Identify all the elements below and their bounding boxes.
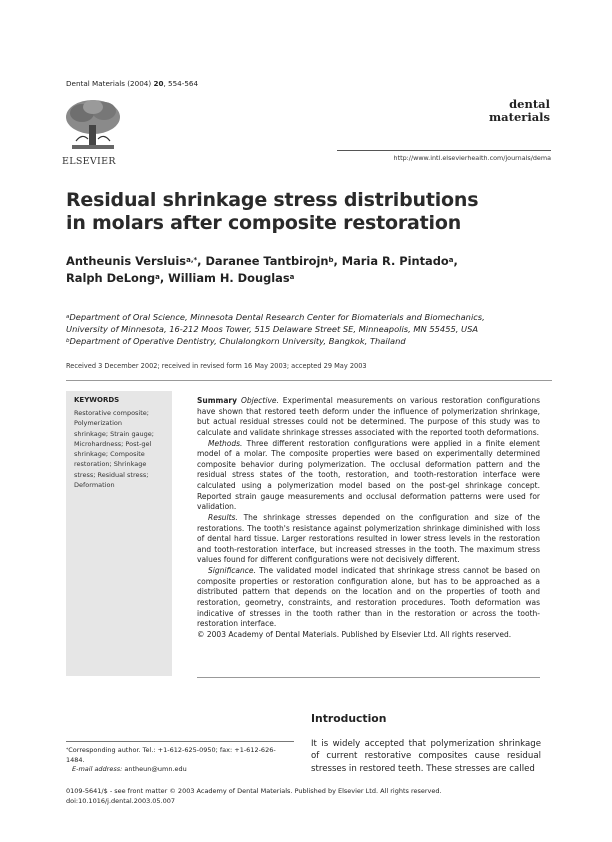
keyword-line: shrinkage; Composite (74, 450, 145, 459)
keyword-line: restoration; Shrinkage (74, 460, 147, 469)
citation-pages: , 554-564 (163, 79, 199, 88)
author-affil-mark: a (448, 256, 454, 264)
tree-icon (62, 97, 124, 151)
journal-name (440, 98, 550, 124)
doi[interactable]: doi:10.1016/j.dental.2003.05.007 (66, 796, 176, 805)
abstract-methods: Methods. Three different restoration configurations were applied in a finite element model of a molar. The composite properties were based on experimentally determined composite behavior during polymerization. The occlusal deformation pattern and the residual stress states of the tooth, restoration, and tooth-restoration interface were calculated using a polymerization model based on the post-gel shrinkage concept. Reported strain gauge measurements and occlusal deformation patterns were used for validation. (197, 438, 540, 512)
journal-name-line1: dental (509, 97, 550, 111)
author-name: Antheunis Versluis (66, 254, 187, 268)
author-affil-mark: a,* (186, 256, 198, 264)
section-heading: Introduction (311, 712, 387, 725)
affiliation-a: $^a$Department of Oral Science, Minnesota Dental Research Center for Biomaterials and Biomechanics, (66, 312, 485, 322)
citation-prefix: Dental Materials (2004) (66, 79, 152, 88)
abstract (197, 396, 540, 640)
keyword-line: shrinkage; Strain gauge; (74, 429, 154, 438)
author-name: Daranee Tantbirojn (205, 254, 329, 268)
author-line-2: Ralph DeLong$^a$, William H. Douglas$^a$ (66, 271, 295, 285)
keyword-line: Microhardness; Post-gel (74, 439, 152, 448)
affiliation-a-cont: University of Minnesota, 16-212 Moos Tower, 515 Delaware Street SE, Minneapolis, MN 55455, USA (66, 324, 479, 334)
front-matter: 0109-5641/$ - see front matter © 2003 Academy of Dental Materials. Published by Elsevier Ltd. All rights reserved. (66, 787, 442, 795)
journal-citation (66, 79, 198, 88)
abstract-copyright: © 2003 Academy of Dental Materials. Published by Elsevier Ltd. All rights reserved. (197, 629, 512, 639)
title-line-2: in molars after composite restoration (66, 212, 462, 234)
author-affil-mark: a (155, 273, 160, 281)
keyword-line: Deformation (74, 481, 115, 490)
body-text: It is widely accepted that polymerization shrinkage of current restorative composites cause residual stresses in restored teeth. These stresses are called (311, 739, 541, 774)
author-affil-mark: b (328, 256, 334, 264)
citation-volume: 20 (153, 79, 164, 88)
affiliations (66, 311, 556, 347)
publisher-name: ELSEVIER (62, 156, 116, 167)
keywords-list (74, 408, 168, 490)
title-line-1: Residual shrinkage stress distributions (66, 189, 479, 211)
author-affil-mark: a (289, 273, 295, 281)
footnote-rule (66, 741, 294, 742)
author-name: William H. Douglas (168, 271, 290, 285)
abstract-results: Results. The shrinkage stresses depended on the configuration and size of the restorations. The tooth's resistance against polymerization shrinkage diminished with loss of dental hard tissue. Larger restorations resulted in lower stress levels in the restoration and tooth-restoration interface, but increased stresses in the tooth. The maximum stress values found for different configurations were not decisively different. (197, 512, 540, 565)
keyword-line: stress; Residual stress; (74, 470, 149, 479)
imprint (66, 787, 546, 806)
divider (197, 677, 540, 678)
author-email: E-mail address: antheun@umn.edu (72, 765, 187, 774)
author-name: Ralph DeLong (66, 271, 156, 285)
author-line-1: Antheunis Versluis$^{a,*}$, Daranee Tantbirojn$^b$, Maria R. Pintado$^a$, (66, 254, 458, 268)
author-list (66, 253, 546, 287)
keyword-line: Restorative composite; (74, 409, 149, 417)
header-rule (337, 150, 551, 151)
journal-name-line2: materials (489, 110, 550, 124)
footnote (66, 746, 294, 775)
received-dates: Received 3 December 2002; received in revised form 16 May 2003; accepted 29 May 2003 (66, 362, 367, 370)
abstract-significance: Significance. The validated model indicated that shrinkage stress cannot be based on composite properties or restoration configuration alone, but has to be approached as a distributed pattern that depends on the location and on the properties of tooth and restoration, geometry, constraints, and restoration procedures. Tooth deformation was indicative of stresses in the tooth rather than in the restoration or across the tooth-restoration interface. (197, 566, 540, 629)
corresponding-author: *Corresponding author. Tel.: +1-612-625-0950; fax: +1-612-626-1484. (66, 746, 276, 764)
elsevier-logo (62, 97, 124, 165)
affiliation-b: $^b$Department of Operative Dentistry, Chulalongkorn University, Bangkok, Thailand (66, 336, 406, 346)
divider (66, 380, 552, 381)
abstract-objective: Summary Objective. Experimental measurements on various restoration configurations have shown that restored teeth deform under the influence of polymerization shrinkage, but actual residual stresses could not be determined. The purpose of this study was to calculate and validate shrinkage stresses associated with the reported tooth deformations. (197, 396, 540, 437)
author-name: Maria R. Pintado (341, 254, 449, 268)
journal-url[interactable]: http://www.intl.elsevierhealth.com/journals/dema (393, 154, 551, 162)
paper-title (66, 189, 546, 235)
keyword-line: Polymerization (74, 419, 122, 428)
email-link[interactable]: antheun@umn.edu (122, 765, 187, 774)
keywords-heading: KEYWORDS (74, 396, 120, 404)
